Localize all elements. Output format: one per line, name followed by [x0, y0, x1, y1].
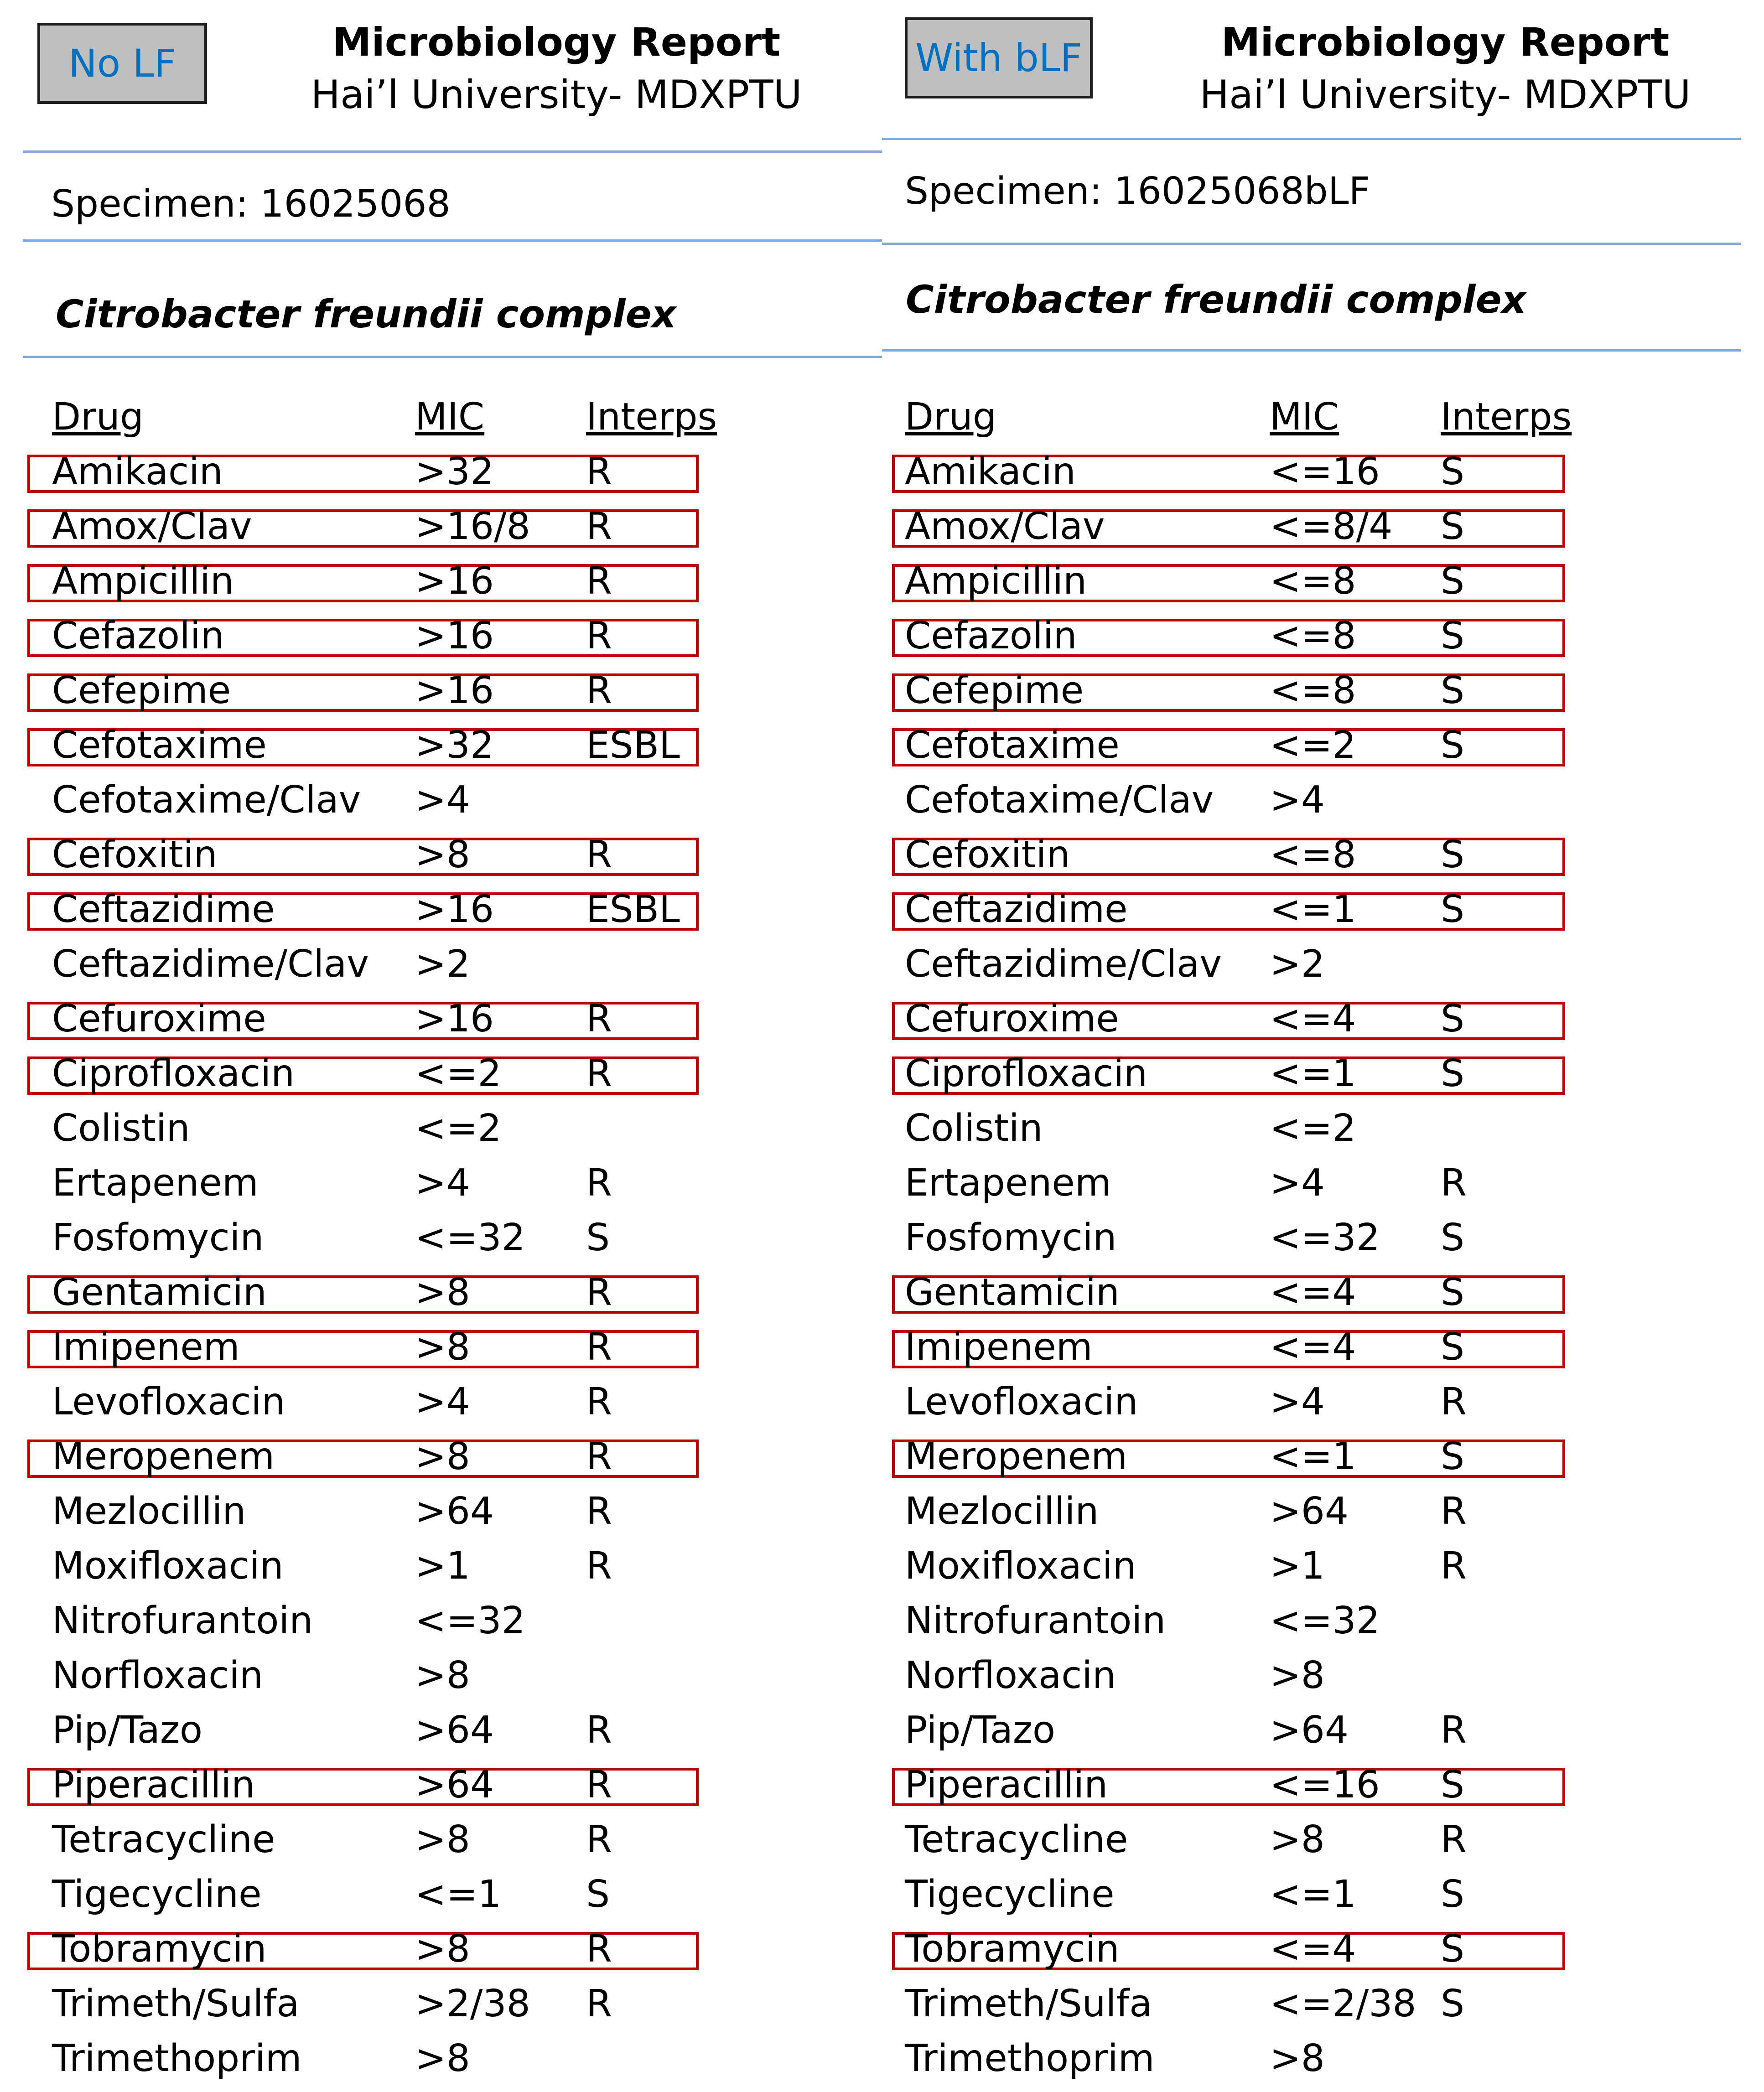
table-row [882, 992, 1764, 1046]
interp-cell: R [586, 559, 612, 603]
table-row [0, 554, 882, 609]
drug-cell: Tigecycline [52, 1873, 262, 1916]
mic-cell: >64 [415, 1709, 494, 1752]
drug-cell: Cefoxitin [905, 833, 1070, 876]
interp-cell: S [1441, 559, 1465, 603]
mic-cell: >8 [1270, 2037, 1325, 2080]
interp-cell: S [1441, 505, 1465, 548]
table-row [882, 445, 1764, 499]
header-mic: MIC [415, 395, 485, 439]
report-subtitle: Hai’l University- MDXPTU [1199, 72, 1691, 118]
interp-cell: S [586, 1873, 610, 1916]
drug-cell: Fosfomycin [905, 1216, 1117, 1259]
mic-cell: >8 [1270, 1654, 1325, 1697]
condition-tag: No LF [37, 23, 207, 104]
interp-cell: R [586, 505, 612, 548]
mic-cell: >1 [1270, 1544, 1325, 1588]
interp-cell: S [1441, 1271, 1465, 1314]
interp-cell: S [1441, 450, 1465, 493]
mic-cell: <=8 [1270, 614, 1356, 658]
interp-cell: R [586, 669, 612, 712]
table-row [882, 1594, 1764, 1648]
drug-cell: Cefepime [52, 669, 231, 712]
table-row [0, 1594, 882, 1648]
drug-cell: Norfloxacin [905, 1654, 1116, 1697]
drug-cell: Tobramycin [905, 1927, 1120, 1971]
mic-cell: >4 [415, 778, 470, 822]
table-row [0, 609, 882, 663]
drug-cell: Colistin [905, 1107, 1043, 1150]
mic-cell: >4 [415, 1380, 470, 1424]
drug-cell: Cefazolin [905, 614, 1077, 658]
table-row [882, 1867, 1764, 1922]
interp-cell: R [586, 1818, 612, 1861]
table-row [882, 1429, 1764, 1484]
drug-cell: Amox/Clav [52, 505, 252, 548]
drug-cell: Mezlocillin [905, 1490, 1099, 1533]
drug-cell: Amikacin [905, 450, 1076, 493]
table-row [882, 882, 1764, 937]
drug-cell: Trimethoprim [905, 2037, 1155, 2080]
interp-cell: S [1441, 1927, 1465, 1971]
drug-cell: Pip/Tazo [52, 1709, 203, 1752]
table-row [0, 828, 882, 882]
drug-cell: Cefuroxime [52, 997, 266, 1041]
table-row [882, 609, 1764, 663]
table-row [882, 2031, 1764, 2086]
mic-cell: <=8/4 [1270, 505, 1393, 548]
report-subtitle: Hai’l University- MDXPTU [311, 72, 802, 118]
drug-cell: Levofloxacin [905, 1380, 1138, 1424]
interp-cell: R [586, 1927, 612, 1971]
interp-cell: R [586, 614, 612, 658]
mic-cell: >16 [415, 614, 494, 658]
mic-cell: >16 [415, 669, 494, 712]
header-drug: Drug [52, 395, 144, 439]
table-row [882, 828, 1764, 882]
drug-cell: Cefotaxime/Clav [52, 778, 361, 822]
mic-cell: >16/8 [415, 505, 530, 548]
mic-cell: <=4 [1270, 1326, 1356, 1369]
table-row [882, 663, 1764, 718]
interp-cell: R [586, 1271, 612, 1314]
table-row [0, 1101, 882, 1156]
interp-cell: S [586, 1216, 610, 1259]
interp-cell: S [1441, 833, 1465, 876]
report-header [1156, 16, 1735, 121]
header-mic: MIC [1270, 395, 1339, 439]
mic-cell: >64 [415, 1763, 494, 1807]
table-row [0, 1977, 882, 2031]
interp-cell: R [586, 1161, 612, 1205]
table-row [0, 992, 882, 1046]
organism-name: Citrobacter freundii complex [906, 277, 1526, 322]
drug-cell: Meropenem [905, 1435, 1128, 1478]
table-row [0, 1703, 882, 1758]
report-panel-with-blf [882, 0, 1764, 2092]
interp-cell: R [1441, 1380, 1467, 1424]
susceptibility-table [0, 390, 882, 2086]
table-row [0, 773, 882, 828]
mic-cell: >8 [415, 1435, 470, 1478]
mic-cell: <=32 [1270, 1599, 1380, 1642]
table-row [0, 1429, 882, 1484]
interp-cell: R [586, 1763, 612, 1807]
drug-cell: Moxifloxacin [905, 1544, 1136, 1588]
interp-cell: R [586, 450, 612, 493]
mic-cell: >2/38 [415, 1982, 530, 2025]
drug-cell: Norfloxacin [52, 1654, 264, 1697]
organism-name: Citrobacter freundii complex [56, 292, 676, 337]
interp-cell: R [586, 1326, 612, 1369]
table-row [0, 1922, 882, 1977]
interp-cell: S [1441, 1435, 1465, 1478]
interp-cell: ESBL [586, 888, 680, 931]
drug-cell: Ceftazidime/Clav [905, 942, 1222, 986]
mic-cell: >2 [415, 942, 470, 986]
mic-cell: <=2/38 [1270, 1982, 1416, 2025]
mic-cell: <=1 [415, 1873, 502, 1916]
interp-cell: R [586, 1490, 612, 1533]
mic-cell: >8 [415, 2037, 470, 2080]
report-title: Microbiology Report [332, 20, 781, 65]
drug-cell: Ampicillin [52, 559, 234, 603]
mic-cell: <=2 [415, 1052, 502, 1095]
interp-cell: S [1441, 614, 1465, 658]
mic-cell: >16 [415, 997, 494, 1041]
table-row [882, 1758, 1764, 1812]
interp-cell: ESBL [586, 724, 680, 767]
table-row [0, 1867, 882, 1922]
drug-cell: Gentamicin [52, 1271, 267, 1314]
mic-cell: <=2 [415, 1107, 502, 1150]
mic-cell: <=32 [1270, 1216, 1380, 1259]
table-row [882, 554, 1764, 609]
drug-cell: Ertapenem [905, 1161, 1111, 1205]
drug-cell: Tigecycline [905, 1873, 1115, 1916]
table-row [0, 1758, 882, 1812]
drug-cell: Imipenem [905, 1326, 1093, 1369]
report-title: Microbiology Report [1221, 20, 1670, 65]
interp-cell: R [1441, 1709, 1467, 1752]
mic-cell: <=2 [1270, 1107, 1356, 1150]
mic-cell: >32 [415, 724, 494, 767]
mic-cell: >8 [415, 1927, 470, 1971]
mic-cell: >32 [415, 450, 494, 493]
table-row [0, 1812, 882, 1867]
mic-cell: <=4 [1270, 997, 1356, 1041]
table-row [0, 1375, 882, 1429]
drug-cell: Pip/Tazo [905, 1709, 1056, 1752]
divider [882, 138, 1741, 140]
divider [882, 243, 1741, 245]
interp-cell: R [586, 997, 612, 1041]
interp-cell: R [586, 1982, 612, 2025]
table-row [0, 937, 882, 992]
table-row [882, 1046, 1764, 1101]
mic-cell: >8 [415, 1271, 470, 1314]
interp-cell: R [586, 1709, 612, 1752]
mic-cell: <=32 [415, 1216, 525, 1259]
susceptibility-table [882, 390, 1764, 2086]
drug-cell: Meropenem [52, 1435, 275, 1478]
drug-cell: Amikacin [52, 450, 223, 493]
mic-cell: >8 [415, 833, 470, 876]
mic-cell: <=32 [415, 1599, 525, 1642]
drug-cell: Cefepime [905, 669, 1084, 712]
table-row [882, 1922, 1764, 1977]
drug-cell: Cefoxitin [52, 833, 218, 876]
drug-cell: Imipenem [52, 1326, 240, 1369]
mic-cell: <=8 [1270, 669, 1356, 712]
drug-cell: Nitrofurantoin [52, 1599, 313, 1642]
drug-cell: Ciprofloxacin [52, 1052, 295, 1095]
drug-cell: Fosfomycin [52, 1216, 264, 1259]
drug-cell: Ceftazidime [52, 888, 275, 931]
mic-cell: <=1 [1270, 1873, 1356, 1916]
table-row [882, 1265, 1764, 1320]
drug-cell: Tetracycline [52, 1818, 275, 1861]
condition-tag: With bLF [905, 17, 1093, 98]
table-row [882, 1211, 1764, 1265]
header-interps: Interps [586, 395, 717, 439]
table-row [0, 2031, 882, 2086]
table-row [882, 1703, 1764, 1758]
mic-cell: >64 [415, 1490, 494, 1533]
mic-cell: >4 [1270, 778, 1325, 822]
table-row [0, 445, 882, 499]
mic-cell: >16 [415, 559, 494, 603]
interp-cell: S [1441, 1982, 1465, 2025]
interp-cell: R [1441, 1490, 1467, 1533]
drug-cell: Piperacillin [52, 1763, 255, 1807]
interp-cell: R [1441, 1161, 1467, 1205]
mic-cell: <=1 [1270, 1052, 1356, 1095]
table-row [0, 1648, 882, 1703]
mic-cell: >4 [415, 1161, 470, 1205]
drug-cell: Amox/Clav [905, 505, 1105, 548]
table-row [882, 1977, 1764, 2031]
table-row [882, 1375, 1764, 1429]
specimen-id: Specimen: 16025068bLF [905, 170, 1370, 213]
drug-cell: Levofloxacin [52, 1380, 285, 1424]
interp-cell: S [1441, 1326, 1465, 1369]
report-header [274, 16, 839, 121]
table-row [882, 1539, 1764, 1594]
table-row [0, 1484, 882, 1539]
table-row [882, 718, 1764, 773]
drug-cell: Ceftazidime [905, 888, 1128, 931]
interp-cell: S [1441, 724, 1465, 767]
drug-cell: Colistin [52, 1107, 190, 1150]
drug-cell: Moxifloxacin [52, 1544, 284, 1588]
mic-cell: >1 [415, 1544, 470, 1588]
table-row [0, 718, 882, 773]
interp-cell: S [1441, 1873, 1465, 1916]
table-row [882, 1812, 1764, 1867]
table-row [882, 773, 1764, 828]
mic-cell: >4 [1270, 1380, 1325, 1424]
drug-cell: Gentamicin [905, 1271, 1120, 1314]
interp-cell: S [1441, 1216, 1465, 1259]
interp-cell: R [1441, 1544, 1467, 1588]
drug-cell: Nitrofurantoin [905, 1599, 1166, 1642]
mic-cell: >64 [1270, 1490, 1349, 1533]
header-drug: Drug [905, 395, 996, 439]
mic-cell: >8 [415, 1654, 470, 1697]
drug-cell: Ampicillin [905, 559, 1087, 603]
interp-cell: S [1441, 669, 1465, 712]
table-header-row [0, 390, 882, 445]
mic-cell: >8 [415, 1326, 470, 1369]
mic-cell: >8 [415, 1818, 470, 1861]
table-row [0, 1539, 882, 1594]
table-row [0, 663, 882, 718]
interp-cell: R [586, 1380, 612, 1424]
divider [882, 349, 1741, 352]
drug-cell: Cefotaxime/Clav [905, 778, 1214, 822]
drug-cell: Tetracycline [905, 1818, 1128, 1861]
mic-cell: <=4 [1270, 1927, 1356, 1971]
table-row [882, 1101, 1764, 1156]
table-row [0, 882, 882, 937]
drug-cell: Piperacillin [905, 1763, 1108, 1807]
mic-cell: <=16 [1270, 1763, 1380, 1807]
divider [23, 150, 882, 153]
table-row [882, 1484, 1764, 1539]
mic-cell: <=1 [1270, 888, 1356, 931]
table-row [882, 1156, 1764, 1211]
interp-cell: R [586, 1435, 612, 1478]
drug-cell: Cefuroxime [905, 997, 1119, 1041]
table-row [882, 937, 1764, 992]
table-row [0, 1156, 882, 1211]
drug-cell: Cefotaxime [905, 724, 1120, 767]
mic-cell: <=4 [1270, 1271, 1356, 1314]
drug-cell: Trimeth/Sulfa [52, 1982, 300, 2025]
mic-cell: <=16 [1270, 450, 1380, 493]
drug-cell: Tobramycin [52, 1927, 267, 1971]
interp-cell: R [586, 1052, 612, 1095]
drug-cell: Ciprofloxacin [905, 1052, 1148, 1095]
table-row [0, 1320, 882, 1375]
table-row [882, 1320, 1764, 1375]
mic-cell: <=8 [1270, 833, 1356, 876]
table-row [882, 1648, 1764, 1703]
drug-cell: Cefazolin [52, 614, 224, 658]
table-row [0, 1046, 882, 1101]
interp-cell: R [586, 833, 612, 876]
table-header-row [882, 390, 1764, 445]
mic-cell: >4 [1270, 1161, 1325, 1205]
interp-cell: R [586, 1544, 612, 1588]
table-row [882, 499, 1764, 554]
header-interps: Interps [1441, 395, 1572, 439]
interp-cell: S [1441, 997, 1465, 1041]
mic-cell: <=8 [1270, 559, 1356, 603]
interp-cell: S [1441, 1763, 1465, 1807]
mic-cell: >16 [415, 888, 494, 931]
drug-cell: Ertapenem [52, 1161, 259, 1205]
mic-cell: <=1 [1270, 1435, 1356, 1478]
drug-cell: Mezlocillin [52, 1490, 246, 1533]
table-row [0, 1265, 882, 1320]
interp-cell: R [1441, 1818, 1467, 1861]
drug-cell: Trimeth/Sulfa [905, 1982, 1152, 2025]
drug-cell: Cefotaxime [52, 724, 267, 767]
specimen-id: Specimen: 16025068 [51, 182, 451, 226]
table-row [0, 499, 882, 554]
interp-cell: S [1441, 1052, 1465, 1095]
mic-cell: >64 [1270, 1709, 1349, 1752]
mic-cell: <=2 [1270, 724, 1356, 767]
divider [23, 239, 882, 242]
table-row [0, 1211, 882, 1265]
drug-cell: Ceftazidime/Clav [52, 942, 369, 986]
drug-cell: Trimethoprim [52, 2037, 302, 2080]
divider [23, 356, 882, 358]
interp-cell: S [1441, 888, 1465, 931]
mic-cell: >8 [1270, 1818, 1325, 1861]
mic-cell: >2 [1270, 942, 1325, 986]
